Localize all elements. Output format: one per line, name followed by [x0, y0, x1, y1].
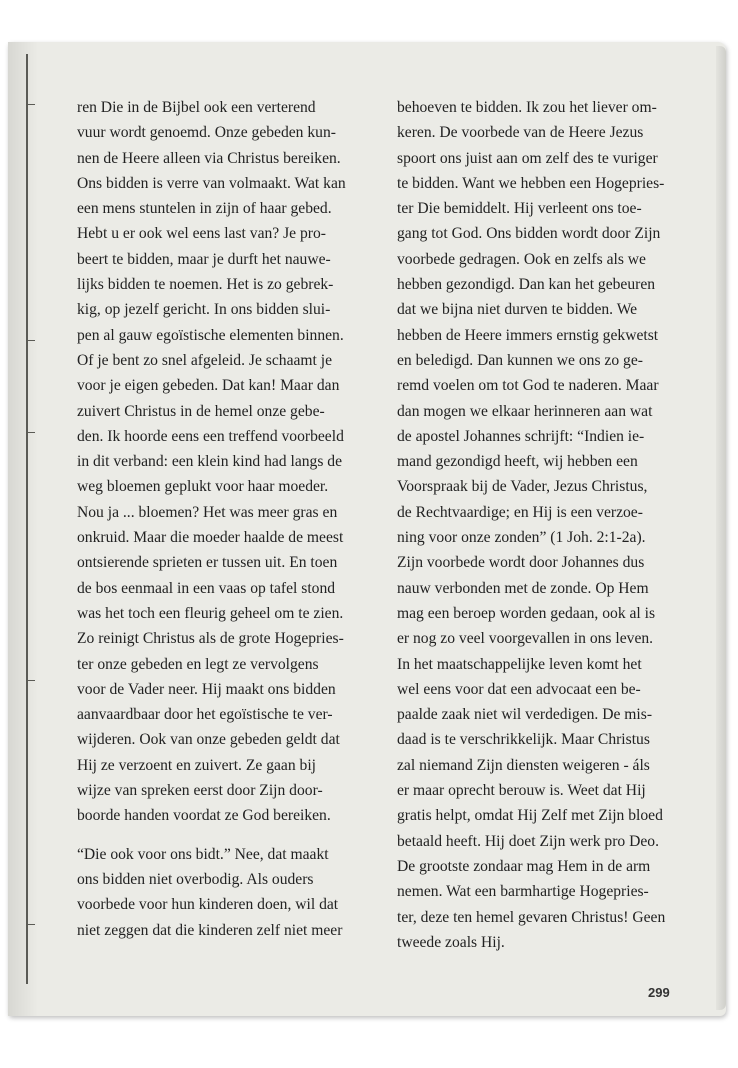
binding-tick: [26, 432, 35, 433]
binding-tick: [26, 340, 35, 341]
left-text-column: [77, 95, 373, 943]
binding-line: [26, 54, 28, 984]
right-paragraph-1: behoeven te bidden. Ik zou het liever om- keren. De voorbede van de Heere Jezus spoort ons juist aan om zelf des te vuriger te bidden. Want we hebben een Hogepries- ter Die bemiddelt. Hij verleent ons toe- gang tot God. Ons bidden wordt door Zijn voorbede gedragen. Ook en zelfs als we hebben gezondigd. Dan kan het gebeuren dat we bijna niet durven te bidden. We hebben de Heere immers ernstig gekwetst en beledigd. Dan kunnen we ons zo ge- remd voelen om tot God te naderen. Maar dan mogen we elkaar herinneren aan wat de apostel Johannes schrijft: “Indien ie- mand gezondigd heeft, wij hebben een Voorspraak bij de Vader, Jezus Christus, de Rechtvaardige; en Hij is een verzoe- ning voor onze zonden” (1 Joh. 2:1-2a). Zijn voorbede wordt door Johannes dus nauw verbonden met de zonde. Op Hem mag een beroep worden gedaan, ook al is er nog zo veel voorgevallen in ons leven. In het maatschappelijke leven komt het wel eens voor dat een advocaat een be- paalde zaak niet wil verdedigen. De mis- daad is te verschrikkelijk. Maar Christus zal niemand Zijn diensten weigeren - áls er maar oprecht berouw is. Weet dat Hij gratis helpt, omdat Hij Zelf met Zijn bloed betaald heeft. Hij doet Zijn werk pro Deo. De grootste zondaar mag Hem in de arm nemen. Wat een barmhartige Hogepries- ter, deze ten hemel gevaren Christus! Geen tweede zoals Hij.: [397, 99, 666, 951]
left-paragraph-1: ren Die in de Bijbel ook een verterend vuur wordt genoemd. Onze gebeden kun- nen de Heere alleen via Christus bereiken. Ons bidden is verre van volmaakt. Wat kan een mens stuntelen in zijn of haar gebed. Hebt u er ook wel eens last van? Je pro- beert te bidden, maar je durft het nauwe- lijks bidden te noemen. Het is zo gebrek- kig, op jezelf gericht. In ons bidden slui- pen al gauw egoïstische elementen binnen. Of je bent zo snel afgeleid. Je schaamt je voor je eigen gebeden. Dat kan! Maar dan zuivert Christus in de hemel onze gebe- den. Ik hoorde eens een treffend voorbeeld in dit verband: een klein kind had langs de weg bloemen geplukt voor haar moeder. Nou ja ... bloemen? Het was meer gras en onkruid. Maar die moeder haalde de meest ontsierende sprieten er tussen uit. En toen de bos eenmaal in een vaas op tafel stond was het toch een fleurig geheel om te zien. Zo reinigt Christus als de grote Hogepries- ter onze gebeden en legt ze vervolgens voor de Vader neer. Hij maakt ons bidden aanvaardbaar door het egoïstische te ver- wijderen. Ook van onze gebeden geldt dat Hij ze verzoent en zuivert. Ze gaan bij wijze van spreken eerst door Zijn door- boorde handen voordat ze God bereiken.: [77, 99, 346, 825]
right-text-column: [397, 95, 693, 955]
page-number: 299: [648, 985, 670, 1000]
paragraph-gap: [77, 829, 373, 842]
page-gutter: [8, 42, 38, 1016]
left-paragraph-2: “Die ook voor ons bidt.” Nee, dat maakt ons bidden niet overbodig. Als ouders voorbede voor hun kinderen doen, wil dat niet zeggen dat die kinderen zelf niet meer: [77, 845, 343, 939]
book-page: [8, 42, 726, 1016]
page-edge: [716, 46, 726, 1010]
binding-tick: [26, 104, 35, 105]
binding-tick: [26, 924, 35, 925]
binding-tick: [26, 680, 35, 681]
